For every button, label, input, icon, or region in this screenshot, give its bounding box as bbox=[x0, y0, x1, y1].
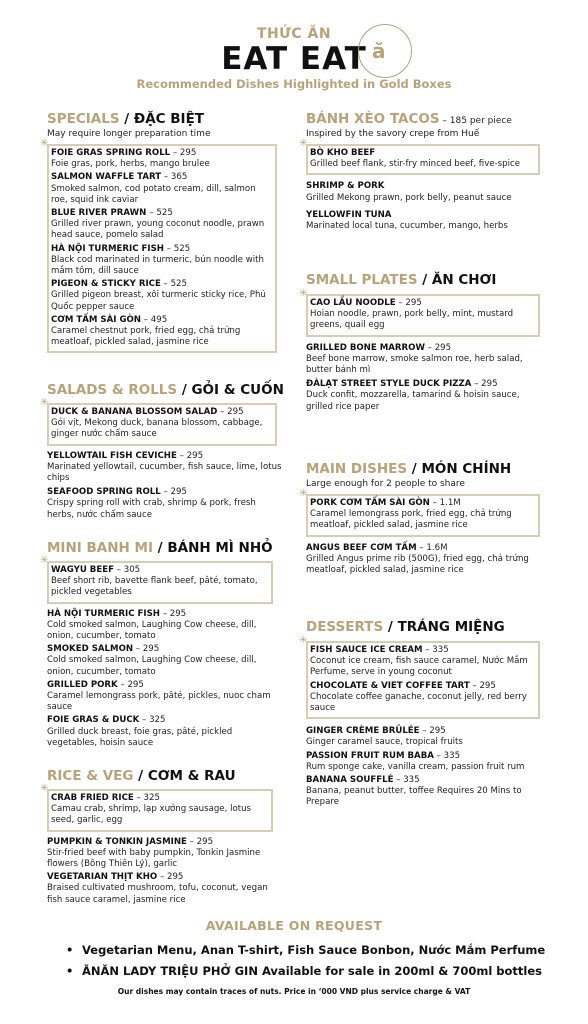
star-icon: ✳ bbox=[299, 288, 308, 299]
dish-item: FOIE GRAS & DUCK – 325 Grilled duck breast, foie gras, pâté, pickled vegetables, hoisin sauce bbox=[47, 715, 233, 748]
dish-item: SEAFOOD SPRING ROLL – 295 Crispy spring roll with crab, shrimp & pork, fresh herbs, nước chấm sauce bbox=[47, 487, 256, 520]
section-note: Large enough for 2 people to share bbox=[306, 479, 465, 489]
dish-item: PUMPKIN & TONKIN JASMINE – 295 Stir-fried beef with baby pumpkin, Tonkin Jasmine flowers (Bông Thiên Lý), garlic bbox=[47, 836, 261, 870]
dish-item: SHRIMP & PORK Grilled Mekong prawn, pork belly, peanut sauce bbox=[306, 181, 512, 203]
section-note: May require longer preparation time bbox=[47, 129, 211, 139]
section-banh-mi bbox=[40, 540, 283, 749]
section-specials bbox=[40, 111, 283, 353]
star-icon: ✳ bbox=[40, 397, 49, 408]
list-item: • ĂNĂN LADY TRIỆU PHỞ GIN Available for sale in 200ml & 700ml bottles bbox=[66, 961, 536, 982]
dish-item: CHOCOLATE & VIET COFFEE TART – 295 Chocolate coffee ganache, coconut jelly, red berry sauce bbox=[310, 680, 527, 714]
dish-item: CAO LẦU NOODLE – 295 Hoian noodle, prawn, pork belly, mint, mustard greens, quail egg bbox=[310, 298, 514, 331]
section-salads bbox=[40, 382, 284, 521]
dish-item: WAGYU BEEF – 305 Beef short rib, bavette flank beef, pâté, tomato, pickled vegetables bbox=[51, 565, 258, 598]
section-title: SMALL PLATES / ĂN CHƠI bbox=[306, 272, 497, 288]
section-title: SALADS & ROLLS / GỎI & CUỐN bbox=[47, 382, 284, 398]
star-icon: ✳ bbox=[40, 138, 49, 149]
section-title: SPECIALS / ĐẶC BIỆT bbox=[47, 111, 205, 127]
dish-item: BÒ KHO BEEF Grilled beef flank, stir-fry minced beef, five-spice bbox=[310, 148, 521, 170]
available-heading: AVAILABLE ON REQUEST bbox=[205, 918, 383, 933]
section-title: MINI BANH MI / BÁNH MÌ NHỎ bbox=[47, 540, 273, 556]
dish-item: PASSION FRUIT RUM BABA – 335 Rum sponge cake, vanilla cream, passion fruit rum bbox=[306, 750, 525, 772]
star-icon: ✳ bbox=[299, 635, 308, 646]
dish-item: GINGER CRÈME BRÛLÉE – 295 Ginger caramel sauce, tropical fruits bbox=[306, 726, 463, 748]
section-small-plates bbox=[299, 272, 546, 413]
dish-item: YELLOWFIN TUNA Marinated local tuna, cucumber, mango, herbs bbox=[306, 209, 508, 232]
section-title: BÁNH XÈO TACOS – 185 per piece bbox=[306, 111, 512, 127]
section-title: DESSERTS / TRÁNG MIỆNG bbox=[306, 619, 505, 635]
available-list bbox=[66, 940, 546, 982]
dish-item: HÀ NỘI TURMERIC FISH – 525 Black cod marinated in turmeric, bún noodle with mắm tôm, dill sauce bbox=[51, 243, 264, 277]
dish-item: FOIE GRAS SPRING ROLL – 295 Foie gras, pork, herbs, mango brulee bbox=[51, 148, 210, 170]
dish-item: SMOKED SALMON – 295 Cold smoked salmon, Laughing Cow cheese, dill, onion, cucumber, tomato bbox=[47, 644, 257, 677]
section-title: MAIN DISHES / MÓN CHÍNH bbox=[306, 461, 512, 477]
dish-item: BLUE RIVER PRAWN – 525 Grilled river prawn, young coconut noodle, prawn head sauce, pomelo salad bbox=[51, 208, 265, 241]
gold-box bbox=[40, 555, 273, 604]
star-icon: ✳ bbox=[299, 138, 308, 149]
dish-item: BANANA SOUFFLÉ – 335 Banana, peanut butter, toffee Requires 20 Mins to Prepare bbox=[306, 775, 522, 808]
menu-title: EAT EAT bbox=[221, 41, 367, 77]
dish-item: GRILLED BONE MARROW – 295 Beef bone marrow, smoke salmon roe, herb salad, butter bánh mì bbox=[306, 342, 523, 376]
gold-box bbox=[299, 488, 540, 537]
star-icon: ✳ bbox=[299, 488, 308, 499]
dish-item: YELLOWTAIL FISH CEVICHE – 295 Marinated yellowtail, cucumber, fish sauce, lime, lotus chips bbox=[47, 450, 282, 484]
star-icon: ✳ bbox=[40, 555, 49, 566]
dish-item: FISH SAUCE ICE CREAM – 335 Coconut ice cream, fish sauce caramel, Nước Mắm Perfume, serve in young coconut bbox=[310, 645, 528, 678]
section-note: Inspired by the savory crepe from Huế bbox=[306, 129, 480, 139]
star-icon: ✳ bbox=[40, 783, 49, 794]
dish-item: CƠM TẤM SÀI GÒN – 495 Caramel chestnut pork, fried egg, chả trứng meatloaf, pickled salad, jasmine rice bbox=[51, 314, 241, 348]
dish-item: PORK CƠM TẤM SÀI GÒN – 1.1M Caramel lemongrass pork, fried egg, chả trứng meatloaf, pickled salad, jasmine rice bbox=[310, 498, 512, 531]
section-main-dishes bbox=[299, 461, 546, 576]
dish-item: ANGUS BEEF CƠM TẤM – 1.6M Grilled Angus prime rib (500G), fried egg, chả trứng meatloaf, pickled salad, jasmine rice bbox=[306, 542, 529, 576]
pre-title: THỨC ĂN bbox=[256, 26, 332, 42]
dish-item: ĐÀLẠT STREET STYLE DUCK PIZZA – 295 Duck confit, mozzarella, tamarind & hoisin sauce, grilled rice paper bbox=[306, 379, 520, 412]
brand-logo: ă bbox=[358, 24, 412, 78]
dish-item: PIGEON & STICKY RICE – 525 Grilled pigeon breast, xôi turmeric sticky rice, Phú Quốc pepper sauce bbox=[51, 279, 266, 312]
dish-item: HÀ NỘI TURMERIC FISH – 295 Cold smoked salmon, Laughing Cow cheese, dill, onion, cucumber, tomato bbox=[47, 608, 257, 642]
section-title: RICE & VEG / CƠM & RAU bbox=[47, 768, 236, 784]
section-rice-veg bbox=[40, 768, 283, 906]
disclaimer: Our dishes may contain traces of nuts. Price in ‘000 VND plus service charge & VAT bbox=[117, 987, 471, 996]
dish-item: DUCK & BANANA BLOSSOM SALAD – 295 Gỏi vịt, Mekong duck, banana blossom, cabbage, ginger nước chấm sauce bbox=[51, 407, 263, 440]
menu-header bbox=[0, 26, 588, 91]
section-desserts bbox=[299, 619, 546, 809]
gold-box bbox=[299, 635, 540, 719]
dish-item: GRILLED PORK – 295 Caramel lemongrass pork, pâté, pickles, nuoc cham sauce bbox=[47, 679, 271, 713]
dish-item: CRAB FRIED RICE – 325 Camau crab, shrimp, lạp xưởng sausage, lotus seed, garlic, egg bbox=[51, 793, 252, 826]
gold-box bbox=[40, 397, 277, 446]
gold-box bbox=[40, 783, 273, 832]
list-item: • Vegetarian Menu, Anan T-shirt, Fish Sauce Bonbon, Nước Mắm Perfume bbox=[66, 940, 536, 961]
gold-box bbox=[299, 288, 540, 337]
gold-box bbox=[40, 138, 277, 353]
dish-item: VEGETARIAN THỊT KHO – 295 Braised cultivated mushroom, tofu, coconut, vegan fish sauce caramel, jasmine rice bbox=[47, 872, 268, 905]
section-tacos bbox=[299, 111, 546, 232]
menu-subtitle: Recommended Dishes Highlighted in Gold Boxes bbox=[136, 77, 452, 91]
gold-box bbox=[299, 138, 540, 175]
dish-item: SALMON WAFFLE TART – 365 Smoked salmon, cod potato cream, dill, salmon roe, squid ink caviar bbox=[51, 172, 256, 205]
